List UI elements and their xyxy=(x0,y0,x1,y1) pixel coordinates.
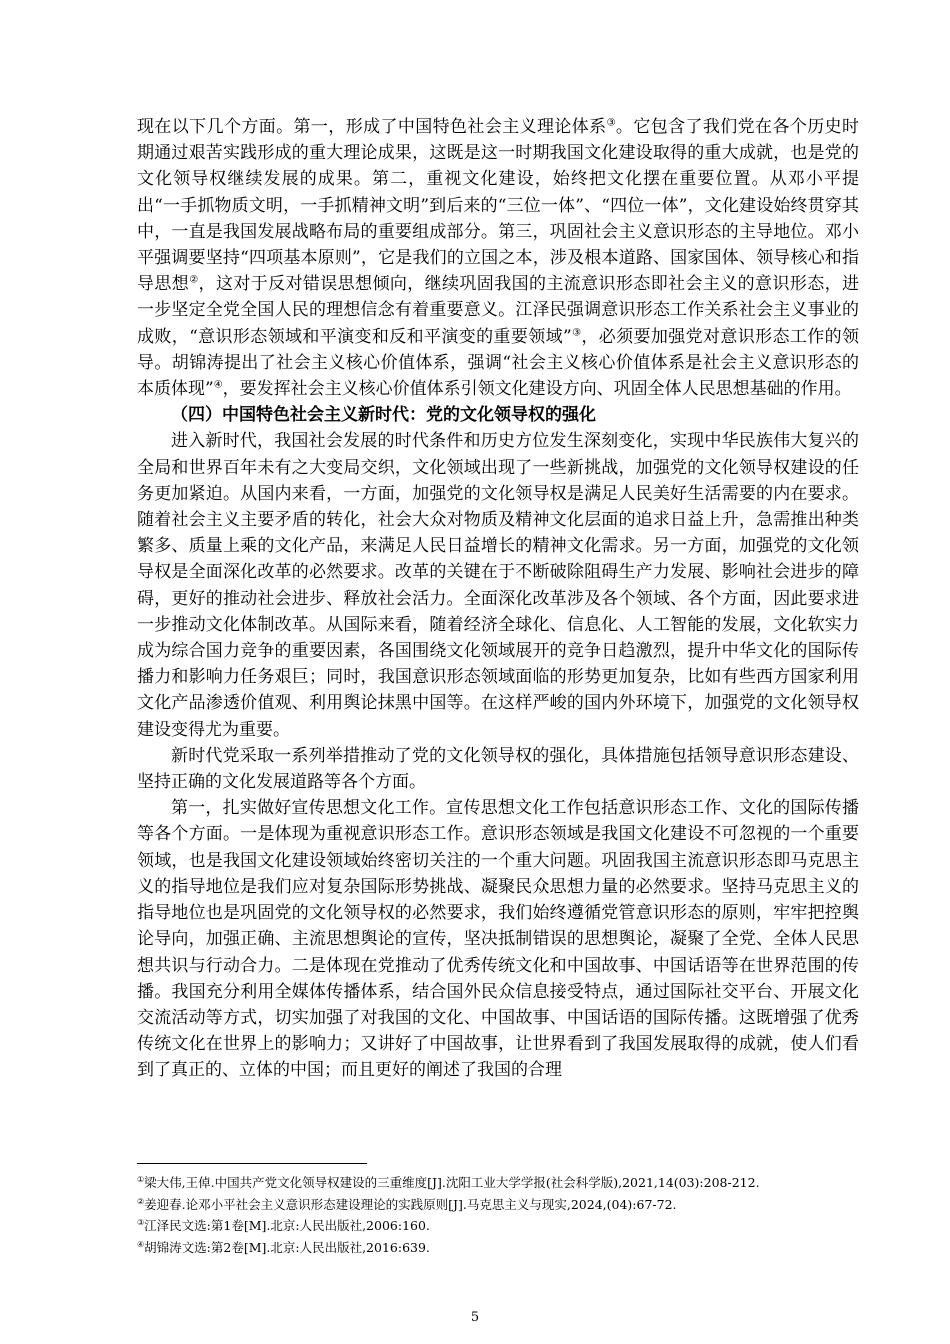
text-run: ，这对于反对错误思想倾向，继续巩固我国的主流意识形态即社会主义的意识形态，进一步坚定全党全国人民的理想信念有着重要意义。江泽民强调意识形态工作关系社会主义事业的成败，“意识形态领域和平演变和反和平演变的重要领域” xyxy=(137,274,860,347)
footnote xyxy=(137,1172,859,1194)
text-run: ，要发挥社会主义核心价值体系引领文化建设方向、巩固全体人民思想基础的作用。 xyxy=(222,379,852,400)
footnote xyxy=(137,1215,859,1237)
footnote-text: 姜迎春.论邓小平社会主义意识形态建设理论的实践原则[J].马克思主义与现实,2024,(04):67-72. xyxy=(144,1196,677,1212)
footnote-ref: ④ xyxy=(213,379,223,391)
footnote-ref: ② xyxy=(189,274,199,286)
paragraph: 新时代党采取一系列举措推动了党的文化领导权的强化，具体措施包括领导意识形态建设、坚持正确的文化发展道路等各个方面。 xyxy=(137,745,859,793)
text-run: 现在以下几个方面。第一，形成了中国特色社会主义理论体系 xyxy=(137,117,607,137)
section-heading: （四）中国特色社会主义新时代：党的文化领导权的强化 xyxy=(171,405,596,426)
footnote-text: 胡锦涛文选:第2卷[M].北京:人民出版社,2016:639. xyxy=(144,1239,430,1255)
text-run: 。它包含了我们党在各个历史时期通过艰苦实践形成的重大理论成果，这既是这一时期我国文化建设取得的重大成就，也是党的文化领导权继续发展的成果。第二，重视文化建设，始终把文化摆在重要位置。从邓小平提出“一手抓物质文明，一手抓精神文明”到后来的“三位一体”、“四位一体”，文化建设始终贯穿其中，一直是我国发展战略布局的重要组成部分。第三，巩固社会主义意识形态的主导地位。邓小平强调要坚持“四项基本原则”，它是我们的立国之本，涉及根本道路、国家国体、领导核心和指导思想 xyxy=(137,117,860,295)
footnote-text: 江泽民文选:第1卷[M].北京:人民出版社,2006:160. xyxy=(144,1218,430,1233)
footnote xyxy=(137,1237,859,1259)
body-text xyxy=(137,114,859,1084)
footnote xyxy=(137,1194,859,1216)
paragraph-continued xyxy=(137,114,859,402)
footnote-mark: ① xyxy=(137,1174,145,1184)
footnote-ref: ③ xyxy=(606,117,616,129)
text-run: ，必须要加强党对意识形态工作的领导。胡锦涛提出了社会主义核心价值体系，强调“社会主义核心价值体系是社会主义意识形态的本质体现” xyxy=(137,326,860,400)
footnote-ref: ③ xyxy=(571,326,582,338)
page-number: 5 xyxy=(470,1310,480,1325)
footnote-text: 梁大伟,王倬.中国共产党文化领导权建设的三重维度[J].沈阳工业大学学报(社会科学版),2021,14(03):208-212. xyxy=(144,1175,760,1190)
footnote-mark: ③ xyxy=(137,1217,145,1227)
footnote-mark: ② xyxy=(137,1196,145,1206)
paragraph: 进入新时代，我国社会发展的时代条件和历史方位发生深刻变化，实现中华民族伟大复兴的全局和世界百年未有之大变局交织，文化领域出现了一些新挑战，加强党的文化领导权建设的任务更加紧迫。从国内来看，一方面，加强党的文化领导权是满足人民美好生活需要的内在要求。随着社会主义主要矛盾的转化，社会大众对物质及精神文化层面的追求日益上升，急需推出种类繁多、质量上乘的文化产品，来满足人民日益增长的精神文化需求。另一方面，加强党的文化领导权是全面深化改革的必然要求。改革的关键在于不断破除阻碍生产力发展、影响社会进步的障碍，更好的推动社会进步、释放社会活力。全面深化改革涉及各个领域、各个方面，因此要求进一步推动文化体制改革。从国际来看，随着经济全球化、信息化、人工智能的发展，文化软实力成为综合国力竞争的重要因素，各国围绕文化领域展开的竞争日趋激烈，提升中华文化的国际传播力和影响力任务艰巨；同时，我国意识形态领域面临的形势更加复杂，比如有些西方国家利用文化产品渗透价值观、利用舆论抹黑中国等。在这样严峻的国内外环境下，加强党的文化领导权建设变得尤为重要。 xyxy=(137,431,859,740)
paragraph: 第一，扎实做好宣传思想文化工作。宣传思想文化工作包括意识形态工作、文化的国际传播等各个方面。一是体现为重视意识形态工作。意识形态领域是我国文化建设不可忽视的一个重要领域，也是我国文化建设领域始终密切关注的一个重大问题。巩固我国主流意识形态即马克思主义的指导地位是我们应对复杂国际形势挑战、凝聚民众思想力量的必然要求。坚持马克思主义的指导地位也是巩固党的文化领导权的必然要求，我们始终遵循党管意识形态的原则，牢牢把控舆论导向，加强正确、主流思想舆论的宣传，坚决抵制错误的思想舆论，凝聚了全党、全体人民思想共识与行动合力。二是体现在党推动了优秀传统文化和中国故事、中国话语等在世界范围的传播。我国充分利用全媒体传播体系，结合国外民众信息接受特点，通过国际社交平台、开展文化交流活动等方式，切实加强了对我国的文化、中国故事、中国话语的国际传播。这既增强了优秀传统文化在世界上的影响力；又讲好了中国故事，让世界看到了我国发展取得的成就，使人们看到了真正的、立体的中国；而且更好的阐述了我国的合理 xyxy=(137,798,859,1081)
footnote-divider xyxy=(137,1163,367,1164)
footnotes xyxy=(137,1172,859,1258)
footnote-mark: ④ xyxy=(137,1239,145,1249)
